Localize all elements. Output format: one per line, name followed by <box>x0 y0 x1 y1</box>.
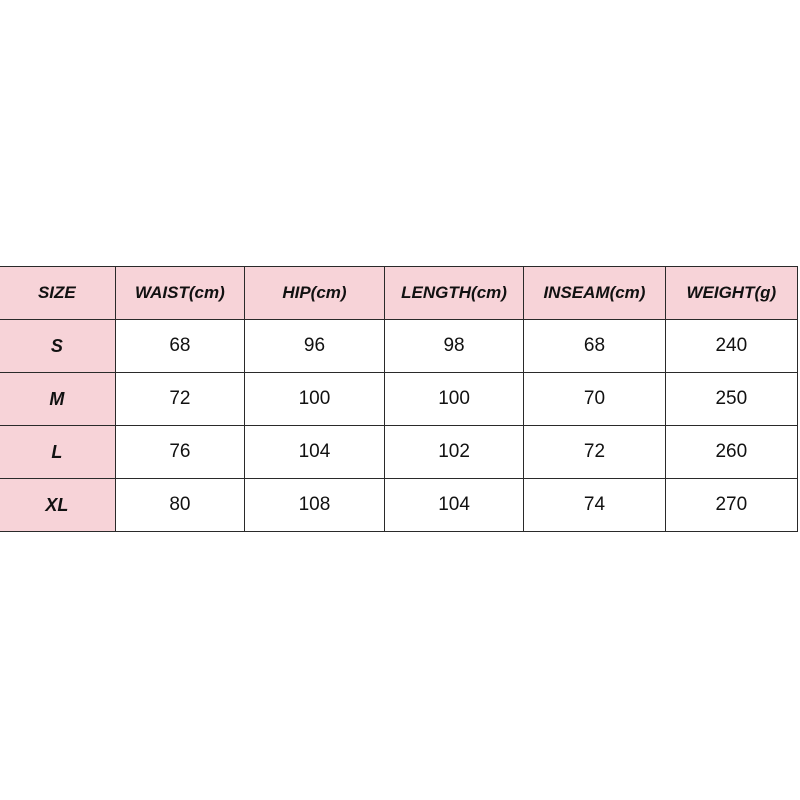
inseam-cell: 72 <box>524 426 665 479</box>
size-label: L <box>0 426 115 479</box>
length-cell: 102 <box>384 426 523 479</box>
weight-cell: 270 <box>665 479 797 532</box>
inseam-cell: 70 <box>524 373 665 426</box>
size-label: M <box>0 373 115 426</box>
waist-cell: 76 <box>115 426 244 479</box>
hip-cell: 108 <box>245 479 385 532</box>
weight-cell: 250 <box>665 373 797 426</box>
size-chart-table <box>0 266 798 532</box>
header-waist: WAIST(cm) <box>115 267 244 320</box>
waist-cell: 68 <box>115 320 244 373</box>
inseam-cell: 68 <box>524 320 665 373</box>
length-cell: 98 <box>384 320 523 373</box>
table-row <box>0 320 798 373</box>
length-cell: 100 <box>384 373 523 426</box>
header-length: LENGTH(cm) <box>384 267 523 320</box>
table-row <box>0 426 798 479</box>
header-row <box>0 267 798 320</box>
waist-cell: 72 <box>115 373 244 426</box>
weight-cell: 240 <box>665 320 797 373</box>
hip-cell: 96 <box>245 320 385 373</box>
waist-cell: 80 <box>115 479 244 532</box>
header-hip: HIP(cm) <box>245 267 385 320</box>
hip-cell: 100 <box>245 373 385 426</box>
header-weight: WEIGHT(g) <box>665 267 797 320</box>
length-cell: 104 <box>384 479 523 532</box>
table-row <box>0 373 798 426</box>
size-label: XL <box>0 479 115 532</box>
header-size: SIZE <box>0 267 115 320</box>
inseam-cell: 74 <box>524 479 665 532</box>
size-label: S <box>0 320 115 373</box>
weight-cell: 260 <box>665 426 797 479</box>
header-inseam: INSEAM(cm) <box>524 267 665 320</box>
table-row <box>0 479 798 532</box>
hip-cell: 104 <box>245 426 385 479</box>
